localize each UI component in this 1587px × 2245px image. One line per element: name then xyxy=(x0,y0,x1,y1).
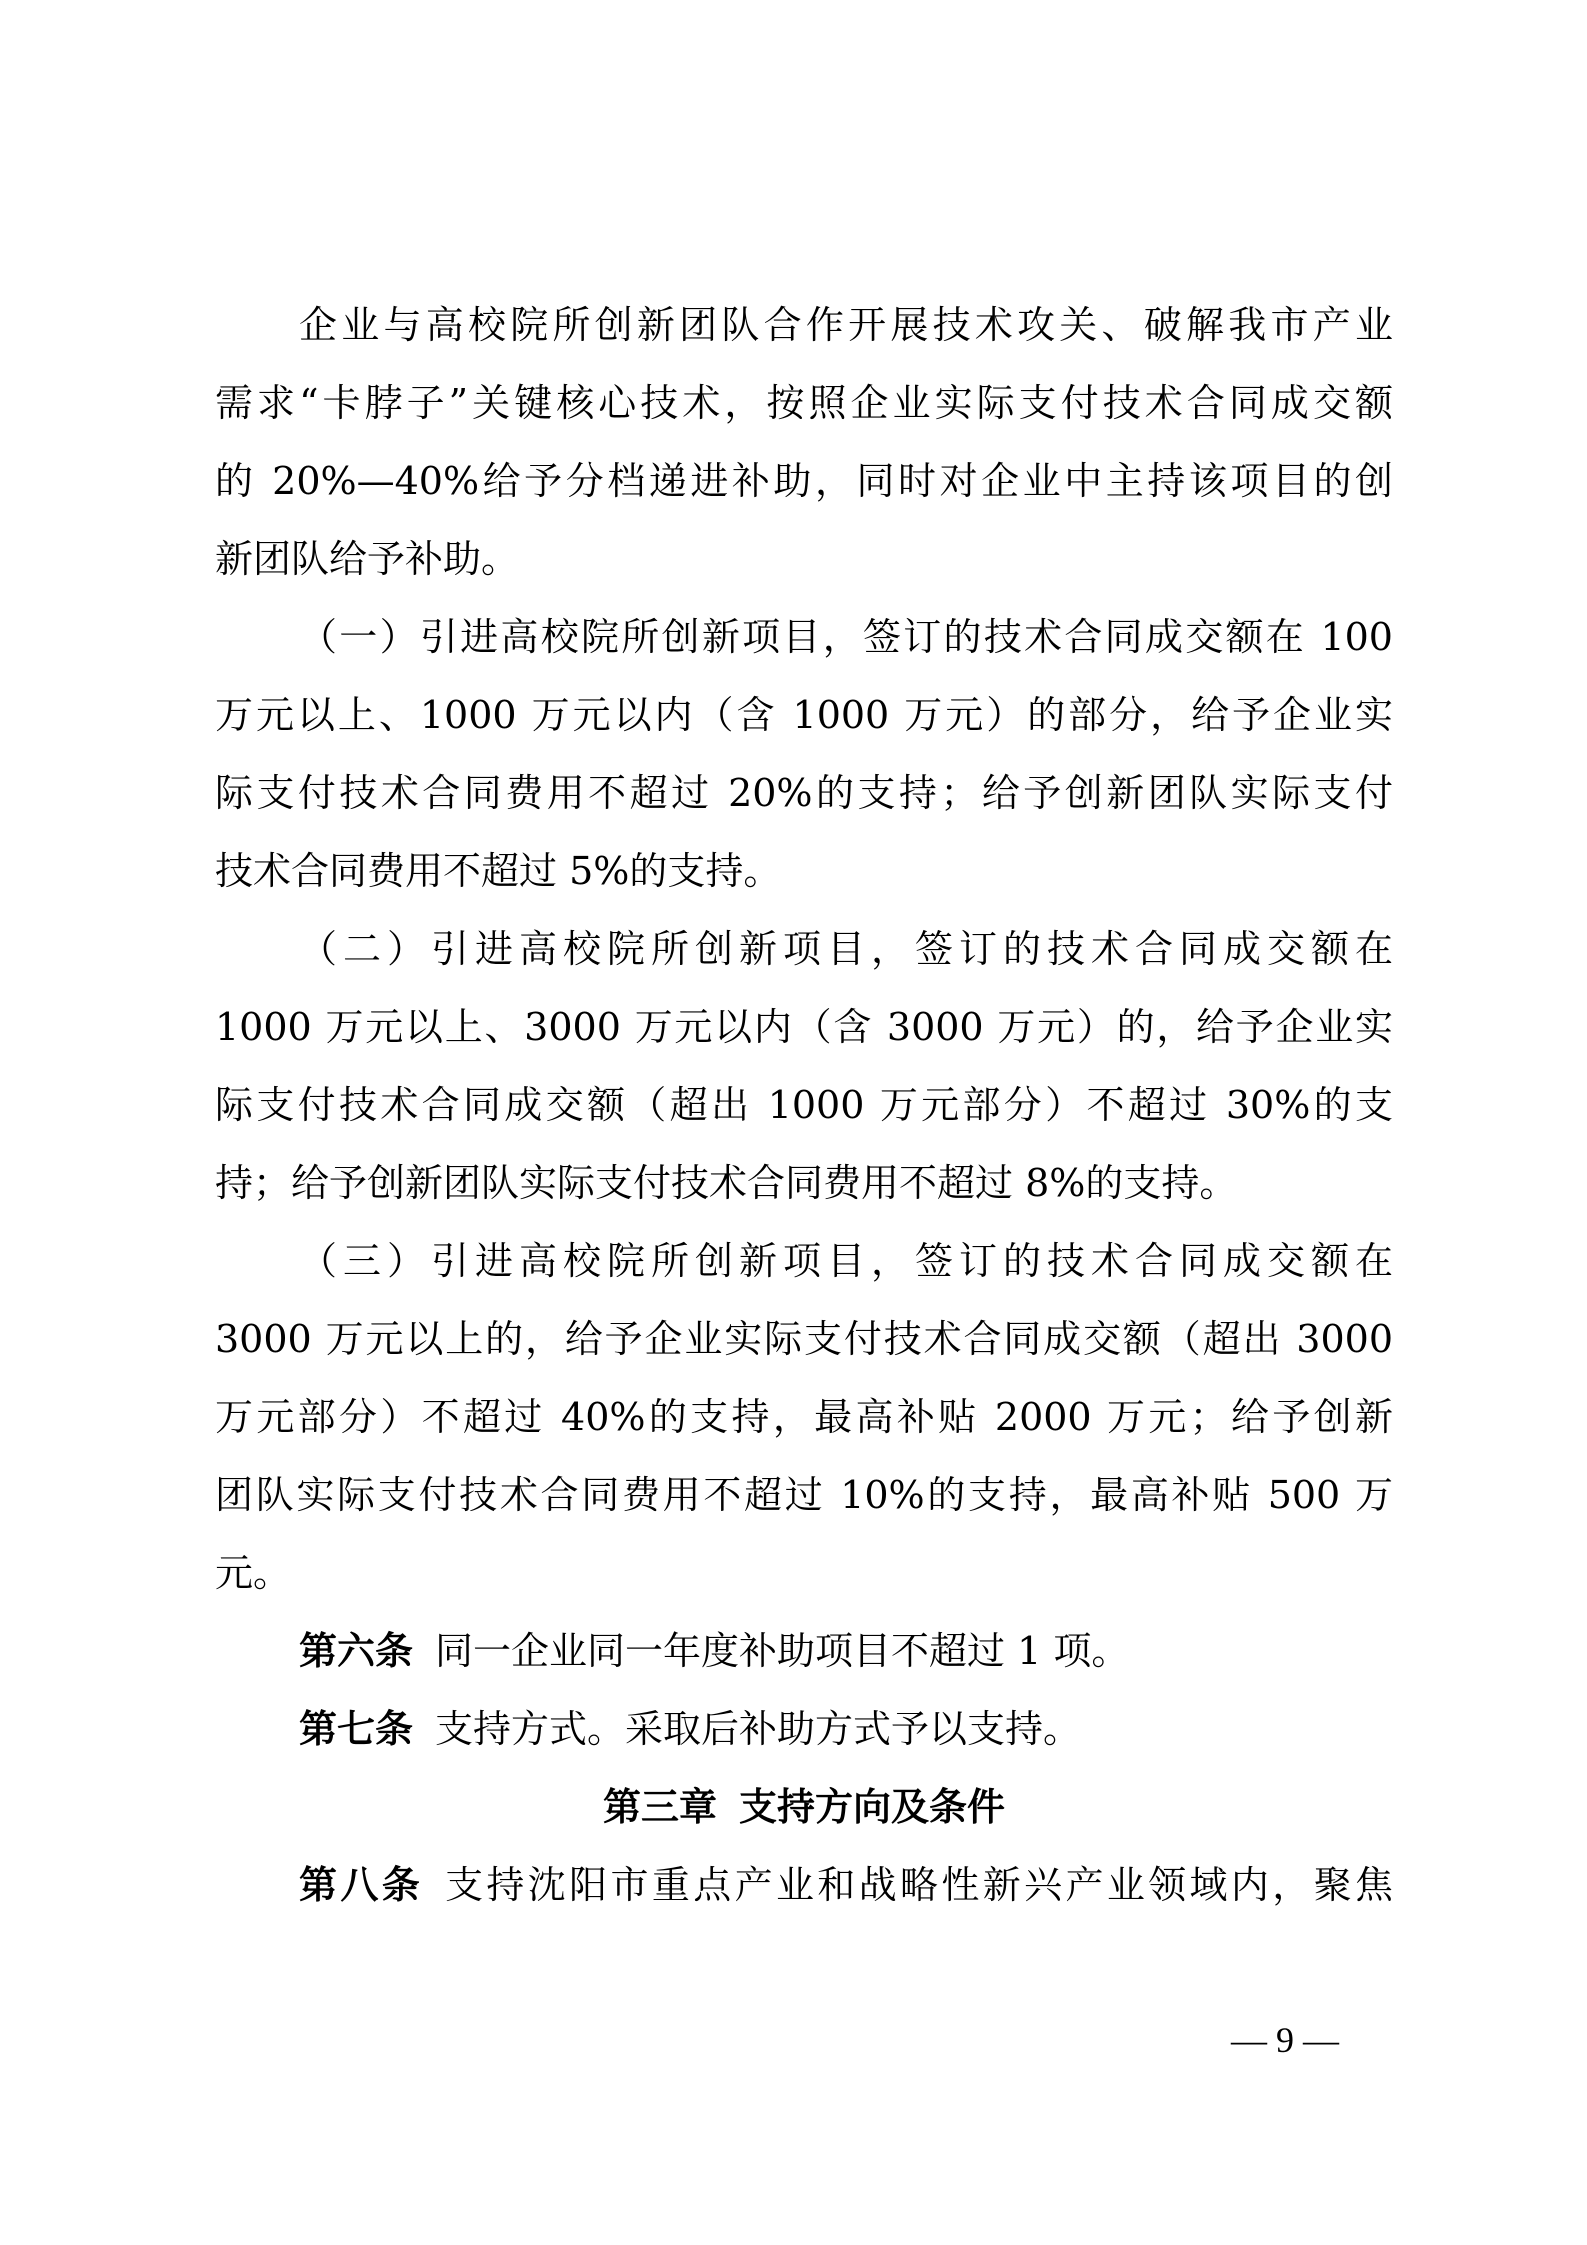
item-1-line: 技术合同费用不超过 5%的支持。 xyxy=(215,849,782,893)
paragraph-line: 需求“卡脖子”关键核心技术，按照企业实际支付技术合同成交额 xyxy=(215,381,1393,425)
chapter-number: 第三章 xyxy=(602,1785,717,1829)
article-8-text: 支持沈阳市重点产业和战略性新兴产业领域内，聚焦 xyxy=(445,1863,1393,1907)
item-1-line: 万元以上、1000 万元以内（含 1000 万元）的部分，给予企业实 xyxy=(215,693,1393,737)
item-3-line: 3000 万元以上的，给予企业实际支付技术合同成交额（超出 3000 xyxy=(215,1317,1393,1361)
item-1-line: （一）引进高校院所创新项目，签订的技术合同成交额在 100 xyxy=(299,615,1393,659)
article-7-text: 支持方式。采取后补助方式予以支持。 xyxy=(435,1707,1082,1751)
item-2-line: 际支付技术合同成交额（超出 1000 万元部分）不超过 30%的支 xyxy=(215,1083,1393,1127)
article-6-label: 第六条 xyxy=(299,1629,414,1673)
item-2-line: 1000 万元以上、3000 万元以内（含 3000 万元）的，给予企业实 xyxy=(215,1005,1393,1049)
paragraph-line: 新团队给予补助。 xyxy=(215,537,520,581)
item-3-line: 万元部分）不超过 40%的支持，最高补贴 2000 万元；给予创新 xyxy=(215,1395,1393,1439)
item-3-line: 团队实际支付技术合同费用不超过 10%的支持，最高补贴 500 万 xyxy=(215,1473,1393,1517)
article-6-text: 同一企业同一年度补助项目不超过 1 项。 xyxy=(435,1629,1130,1673)
item-3-line: （三）引进高校院所创新项目，签订的技术合同成交额在 xyxy=(299,1239,1393,1283)
paragraph-line: 的 20%—40%给予分档递进补助，同时对企业中主持该项目的创 xyxy=(215,459,1393,503)
item-2-line: 持；给予创新团队实际支付技术合同费用不超过 8%的支持。 xyxy=(215,1161,1238,1205)
article-6 xyxy=(215,1622,1393,1700)
article-7-label: 第七条 xyxy=(299,1707,414,1751)
article-8-label: 第八条 xyxy=(299,1863,424,1907)
article-8 xyxy=(215,1856,1393,1934)
paragraph-line: 企业与高校院所创新团队合作开展技术攻关、破解我市产业 xyxy=(299,303,1393,347)
document-body xyxy=(215,296,1393,1934)
item-3-line: 元。 xyxy=(215,1551,292,1595)
chapter-title: 支持方向及条件 xyxy=(739,1785,1006,1829)
article-7 xyxy=(215,1700,1393,1778)
item-1-line: 际支付技术合同费用不超过 20%的支持；给予创新团队实际支付 xyxy=(215,771,1393,815)
chapter-heading xyxy=(215,1778,1393,1856)
item-2-line: （二）引进高校院所创新项目，签订的技术合同成交额在 xyxy=(299,927,1393,971)
page-number: — 9 — xyxy=(1231,2020,1339,2060)
